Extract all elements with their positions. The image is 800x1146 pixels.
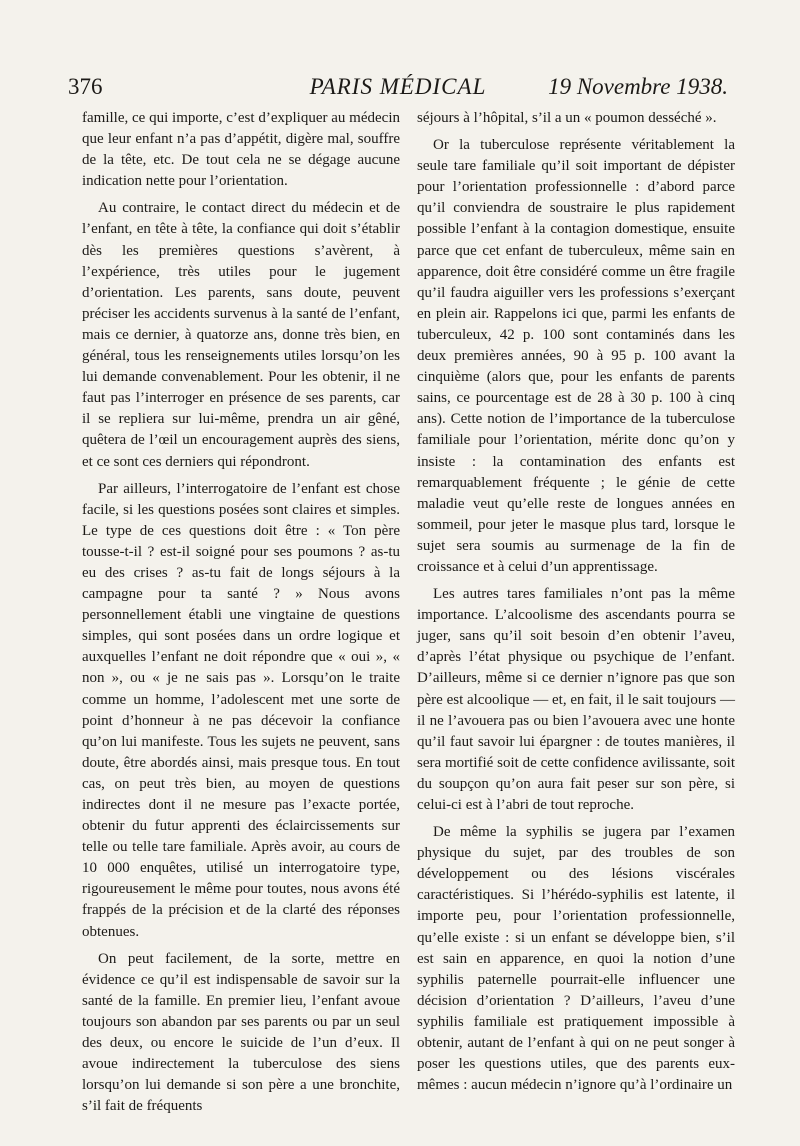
paragraph: On peut facilement, de la sorte, mettre en évidence ce qu’il est indispensable de savoir sur la santé de la famille. En premier lieu, l’enfant avoue toujours son abandon par ses parents ou par un seul des deux, ou encore le suicide de l’un d’eux. Il avoue indirectement la tuberculose des siens lorsqu’on lui demande si son père a une bronchite, s’il fait de fréquents — [82, 950, 400, 1115]
running-header — [68, 74, 728, 108]
right-column — [417, 108, 735, 1102]
paragraph: famille, ce qui importe, c’est d’expliquer au médecin que leur enfant n’a pas d’appétit, digère mal, souffre de la tête, etc. De tout cela ne se dégage aucune indication nette pour l’orientation. — [82, 110, 400, 190]
paragraph: De même la syphilis se jugera par l’examen physique du sujet, par des troubles de son développement ou des lésions viscérales caractéristiques. Si l’hérédo-syphilis est latente, il importe peu, pour l’orientation professionnelle, qu’elle existe : si un enfant se développe bien, s’il est sain en apparence, en quoi la notion d’une syphilis paternelle pourrait-elle influencer une décision d’orientation ? D’ailleurs, l’aveu d’une syphilis familiale est pratiquement impossible à obtenir, autant de l’enfant à qui on ne peut songer à poser les questions utiles, que des parents eux-mêmes : aucun médecin n’ignore qu’à l’ordinaire un — [417, 824, 735, 1094]
issue-date: 19 Novembre 1938. — [548, 74, 728, 99]
paragraph: Par ailleurs, l’interrogatoire de l’enfant est chose facile, si les questions posées sont claires et simples. Le type de ces questions doit être : « Ton père tousse-t-il ? est-il soigné pour ses poumons ? as-tu eu des crises ? as-tu fait de longs séjours à la campagne pour ta santé ? » Nous avons personnellement établi une vingtaine de questions simples, qui sont posées dans un ordre logique et auxquelles l’enfant ne doit répondre que « oui », « non », ou « je ne sais pas ». Lorsqu’on le traite comme un homme, l’adolescent met une sorte de point d’honneur à ne pas décevoir la confiance qu’on lui manifeste. Tous les sujets ne peuvent, sans doute, être abordés ainsi, mais presque tous. En tout cas, on peut très bien, au moyen de questions indirectes dont il ne mesure pas l’exacte portée, obtenir du futur apprenti des éclaircissements sur telle ou telle tare familiale. Après avoir, au cours de 10 000 enquêtes, utilisé un interrogatoire type, rigoureusement le même pour toutes, nous avons été frappés de la précision et de la clarté des réponses obtenues. — [82, 480, 400, 940]
paragraph: Or la tuberculose représente véritablement la seule tare familiale qu’il soit important de dépister pour l’orientation professionnelle : d’abord parce qu’il conviendra de soustraire le plus rapidement possible l’enfant à la contagion domestique, ensuite parce que cet enfant de tuberculeux, même sain en apparence, doit être considéré comme un être fragile qu’il faudra aiguiller vers les professions s’exerçant en plein air. Rappelons ici que, parmi les enfants de tuberculeux, 42 p. 100 sont contaminés dans les deux premières années, 90 à 95 p. 100 avant la cinquième (alors que, pour les enfants de parents sains, ce pourcentage est de 28 à 30 p. 100 à cinq ans). Cette notion de l’importance de la tuberculose familiale pour l’orientation, mérite donc qu’on y insiste : la contamination des enfants est remarquablement fréquente ; le génie de cette maladie veut qu’elle reste de longues années en sommeil, pour jeter le masque plus tard, lorsque le sujet sera soumis au surmenage de la fin de croissance et à celui d’un apprentissage. — [417, 137, 735, 575]
paragraph: Les autres tares familiales n’ont pas la même importance. L’alcoolisme des ascendants pourra se juger, sans qu’il soit besoin d’en obtenir l’aveu, d’après l’état physique ou psychique de l’enfant. D’ailleurs, même si ce dernier n’ignore pas que son père est alcoolique — et, en fait, il le sait toujours — il ne l’avouera pas ou bien l’avouera avec une honte qu’il faut savoir lui épargner : de toutes manières, il sera mortifié soit de cette confidence avilissante, soit du soupçon qu’on aura fait peser sur son père, si celui-ci est à l’abri de tout reproche. — [417, 586, 735, 813]
paragraph: séjours à l’hôpital, s’il a un « poumon desséché ». — [417, 110, 717, 126]
left-column — [82, 108, 400, 1123]
journal-title: PARIS MÉDICAL — [309, 74, 487, 99]
paragraph: Au contraire, le contact direct du médecin et de l’enfant, en tête à tête, la confiance qui doit s’établir dès les premières questions s’avèrent, à l’expérience, très utiles pour le jugement d’orientation. Les parents, sans doute, peuvent préciser les accidents survenus à la santé de l’enfant, mais ce dernier, à quatorze ans, donne très bien, en général, tous les renseignements utiles lorsqu’on les lui demande convenablement. Pour les obtenir, il ne faut pas l’interroger en présence de ses parents, car il se repliera sur lui-même, prendra un air gêné, quêtera de l’œil un encouragement auprès des siens, et ce sont ces derniers qui répondront. — [82, 200, 400, 470]
page-number: 376 — [68, 74, 103, 99]
